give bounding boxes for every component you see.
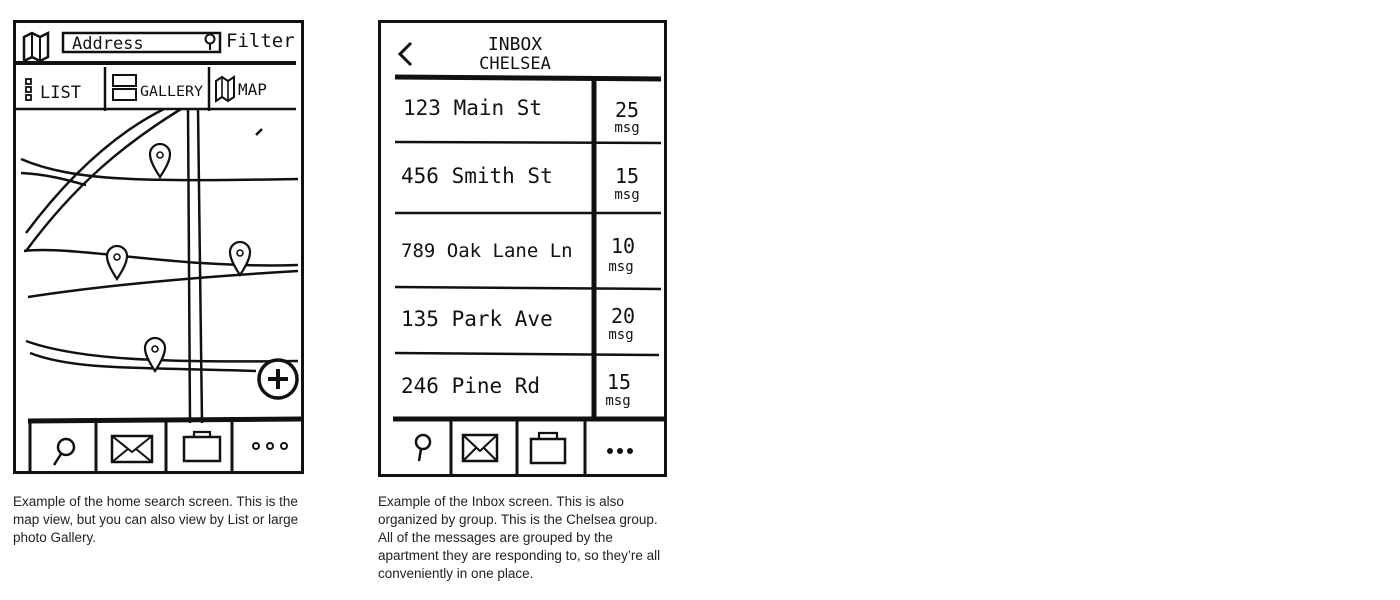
map-tab-icon	[216, 77, 234, 101]
row-message-count: 15	[606, 370, 632, 394]
row-message-unit: msg	[614, 120, 640, 136]
row-address: 246 Pine Rd	[401, 374, 541, 398]
gallery-icon	[113, 75, 136, 100]
tab-gallery[interactable]: GALLERY	[140, 84, 204, 100]
tab-list[interactable]: LIST	[40, 83, 81, 103]
search-icon[interactable]	[206, 35, 215, 51]
location-pin-icon[interactable]	[107, 246, 127, 279]
location-pin-icon[interactable]	[145, 338, 165, 371]
briefcase-icon[interactable]	[531, 433, 565, 463]
list-item[interactable]	[403, 96, 640, 136]
tab-map[interactable]: MAP	[238, 80, 267, 99]
row-message-unit: msg	[608, 327, 634, 343]
list-item[interactable]	[401, 164, 640, 203]
home-search-screen	[13, 20, 304, 474]
search-icon[interactable]	[54, 439, 74, 465]
row-address: 135 Park Ave	[401, 307, 553, 331]
location-pin-icon[interactable]	[230, 242, 250, 275]
row-address: 123 Main St	[403, 96, 543, 120]
mail-icon[interactable]	[463, 435, 497, 461]
inbox-screen	[378, 20, 667, 477]
back-chevron-icon[interactable]	[400, 43, 411, 65]
row-message-unit: msg	[605, 393, 631, 409]
row-message-count: 10	[610, 234, 636, 258]
row-address: 789 Oak Lane Ln	[401, 240, 573, 262]
mail-icon[interactable]	[112, 436, 152, 462]
row-message-count: 25	[614, 98, 640, 122]
list-item[interactable]	[401, 304, 635, 343]
inbox-title: INBOX	[487, 34, 543, 55]
list-icon	[26, 79, 31, 100]
more-icon[interactable]	[253, 443, 287, 449]
list-item[interactable]	[401, 234, 635, 275]
list-item[interactable]	[401, 370, 631, 409]
inbox-group-name: CHELSEA	[479, 54, 551, 74]
briefcase-icon[interactable]	[184, 432, 220, 461]
location-pin-icon[interactable]	[150, 144, 170, 177]
filter-button[interactable]: Filter	[226, 30, 295, 52]
row-message-count: 20	[610, 304, 636, 328]
address-label: Address	[72, 34, 144, 54]
home-screen-sketch	[16, 23, 301, 471]
row-message-count: 15	[614, 164, 640, 188]
search-icon[interactable]	[416, 435, 430, 461]
more-icon[interactable]	[607, 448, 633, 454]
row-message-unit: msg	[608, 259, 634, 275]
home-screen-caption: Example of the home search screen. This is the map view, but you can also view by List or large photo Gallery.	[13, 494, 299, 545]
row-message-unit: msg	[614, 187, 640, 203]
inbox-screen-sketch	[381, 23, 664, 474]
inbox-screen-caption: Example of the Inbox screen. This is also organized by group. This is the Chelsea group. All of the messages are grouped by the apartment they are responding to, so they’re all conveniently in one place.	[378, 494, 661, 581]
row-address: 456 Smith St	[401, 164, 553, 188]
add-icon[interactable]	[259, 360, 297, 398]
folded-map-icon[interactable]	[24, 33, 48, 61]
